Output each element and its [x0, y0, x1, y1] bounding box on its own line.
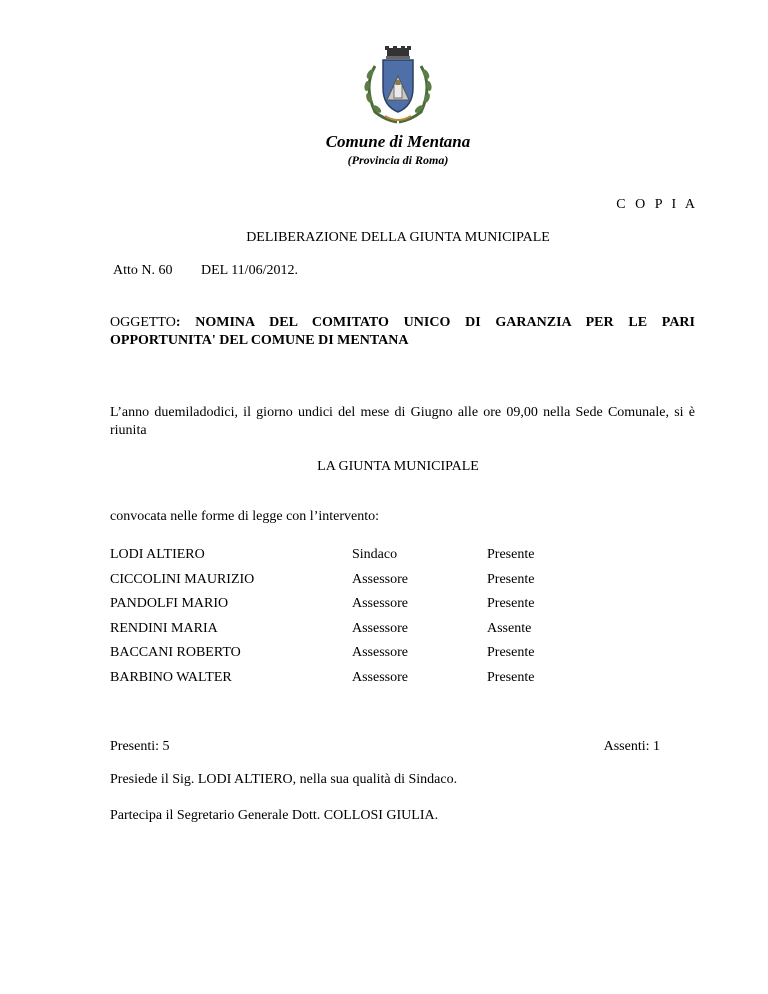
member-name: PANDOLFI MARIO [110, 596, 229, 611]
member-role: Assessore [352, 620, 408, 636]
partecipa-text: Partecipa il Segretario Generale Dott. COLLOSI GIULIA. [110, 808, 439, 823]
member-name: BARBINO WALTER [110, 669, 232, 685]
member-status: Presente [487, 669, 535, 685]
copia-label: C O P I A [616, 197, 698, 212]
document-title: DELIBERAZIONE DELLA GIUNTA MUNICIPALE [246, 230, 550, 245]
member-status: Presente [487, 645, 535, 660]
member-status: Presente [487, 571, 535, 587]
member-role: Assessore [352, 645, 408, 660]
oggetto-line2: OPPORTUNITA' DEL COMUNE DI MENTANA [110, 333, 409, 348]
giunta-heading: LA GIUNTA MUNICIPALE [317, 459, 479, 474]
presiede-text: Presiede il Sig. LODI ALTIERO, nella sua qualità di Sindaco. [110, 772, 458, 787]
member-name: LODI ALTIERO [110, 547, 205, 562]
assenti-count: Assenti: 1 [603, 739, 660, 754]
oggetto-line1: : NOMINA DEL COMITATO UNICO DI GARANZIA PER LE PARI [175, 315, 695, 330]
member-status: Presente [487, 596, 535, 611]
member-name: RENDINI MARIA [110, 620, 218, 636]
member-status: Assente [487, 620, 532, 636]
comune-name: Comune di Mentana [325, 132, 471, 151]
member-role: Assessore [352, 571, 408, 587]
member-role: Assessore [352, 669, 408, 685]
member-role: Assessore [352, 596, 408, 611]
member-name: CICCOLINI MAURIZIO [110, 571, 255, 587]
oggetto-paragraph [110, 314, 695, 350]
presenti-count: Presenti: 5 [110, 739, 170, 754]
atto-date: DEL 11/06/2012. [201, 263, 298, 278]
convocata-text: convocata nelle forme di legge con l’intervento: [110, 509, 380, 524]
intro-paragraph: L’anno duemiladodici, il giorno undici del mese di Giugno alle ore 09,00 nella Sede Comunale, si è riunita [110, 405, 695, 438]
oggetto-label: OGGETTO [110, 315, 176, 330]
member-status: Presente [487, 547, 535, 562]
comune-crest-emblem [355, 46, 441, 124]
atto-number: Atto N. 60 [113, 263, 173, 278]
member-role: Sindaco [352, 547, 398, 562]
member-name: BACCANI ROBERTO [110, 645, 241, 660]
provincia-subtitle: (Provincia di Roma) [347, 153, 449, 167]
